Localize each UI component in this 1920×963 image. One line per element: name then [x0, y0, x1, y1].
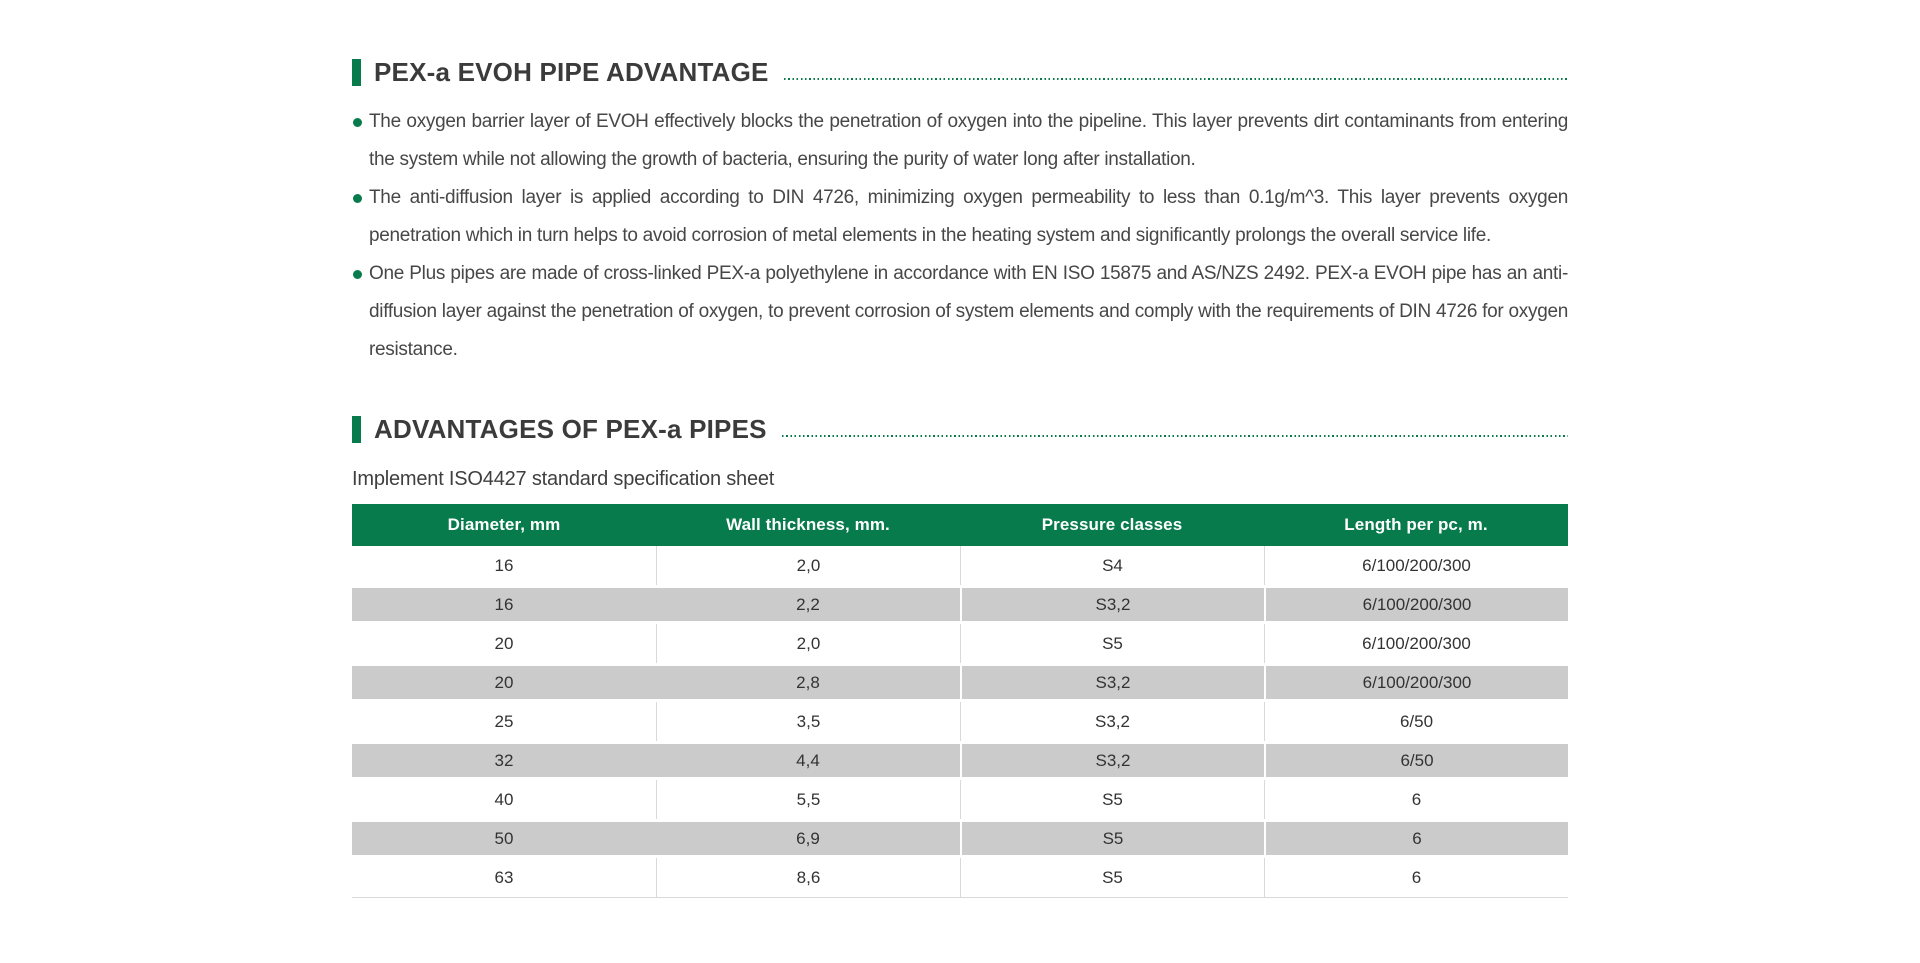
- table-header-cell: Pressure classes: [1041, 515, 1183, 534]
- table-header-row: [352, 504, 1568, 546]
- cell-length-per-pc: 6: [1264, 822, 1568, 855]
- table-row: [352, 780, 1568, 819]
- bullet-dot-icon: [353, 194, 362, 203]
- cell-length-per-pc: 6/100/200/300: [1264, 588, 1568, 621]
- section-title-pipe-advantage: PEX-a EVOH PIPE ADVANTAGE: [374, 56, 769, 87]
- table-row: [352, 663, 1568, 702]
- spec-table: [352, 504, 1568, 898]
- cell-wall-thickness: 3,5: [656, 702, 960, 741]
- cell-diameter: 63: [494, 867, 514, 887]
- bullet-dot-icon: [353, 270, 362, 279]
- bullet-text: The oxygen barrier layer of EVOH effectively blocks the penetration of oxygen into the pipeline. This layer prevents dirt contaminants from entering the system while not allowing the growth of bacteria, ensuring the purity of water long after installation.: [369, 111, 1568, 170]
- document-content: [352, 56, 1568, 898]
- cell-length-per-pc: 6/50: [1264, 744, 1568, 777]
- cell-wall-thickness: 5,5: [656, 780, 960, 819]
- section-heading-pipe-advantage: [352, 56, 1568, 88]
- cell-length-per-pc: 6: [1264, 858, 1568, 897]
- cell-length-per-pc: 6: [1264, 780, 1568, 819]
- cell-diameter: 50: [352, 822, 656, 855]
- bullet-item: [352, 179, 1568, 255]
- cell-pressure-class: S3,2: [960, 588, 1264, 621]
- cell-diameter: 32: [352, 744, 656, 777]
- cell-wall-thickness: 2,0: [656, 546, 960, 585]
- table-caption: Implement ISO4427 standard specification sheet: [352, 468, 775, 490]
- cell-length-per-pc: 6/100/200/300: [1264, 546, 1568, 585]
- bullet-item: [352, 255, 1568, 369]
- bullet-item: [352, 103, 1568, 179]
- table-row: [352, 546, 1568, 585]
- cell-wall-thickness: 4,4: [656, 744, 960, 777]
- cell-wall-thickness: 8,6: [656, 858, 960, 897]
- table-header-cell: Wall thickness, mm.: [726, 515, 890, 534]
- cell-pressure-class: S5: [960, 624, 1264, 663]
- table-header-cell: Diameter, mm: [447, 515, 561, 534]
- table-row: [352, 858, 1568, 897]
- bullet-text: One Plus pipes are made of cross-linked PEX-a polyethylene in accordance with EN ISO 15875 and AS/NZS 2492. PEX-a EVOH pipe has an anti-diffusion layer against the penetration of oxygen, to prevent corrosion of system elements and comply with the requirements of DIN 4726 for oxygen resistance.: [369, 263, 1568, 360]
- cell-length-per-pc: 6/100/200/300: [1264, 624, 1568, 663]
- cell-pressure-class: S4: [960, 546, 1264, 585]
- cell-pressure-class: S5: [960, 780, 1264, 819]
- bullet-dot-icon: [353, 118, 362, 127]
- cell-wall-thickness: 2,2: [656, 588, 960, 621]
- cell-diameter: 25: [494, 711, 514, 731]
- cell-wall-thickness: 2,8: [656, 666, 960, 699]
- green-accent-bar-icon: [352, 416, 361, 443]
- cell-pressure-class: S3,2: [960, 666, 1264, 699]
- table-row: [352, 741, 1568, 780]
- cell-length-per-pc: 6/100/200/300: [1264, 666, 1568, 699]
- cell-diameter: 40: [494, 789, 514, 809]
- table-body: [352, 546, 1568, 898]
- cell-pressure-class: S5: [960, 822, 1264, 855]
- cell-diameter: 16: [352, 588, 656, 621]
- cell-length-per-pc: 6/50: [1264, 702, 1568, 741]
- bullet-list: [352, 103, 1568, 369]
- cell-diameter: 16: [494, 555, 514, 575]
- green-accent-bar-icon: [352, 59, 361, 86]
- dotted-leader-line: [782, 435, 1568, 437]
- bullet-text: The anti-diffusion layer is applied according to DIN 4726, minimizing oxygen permeability to less than 0.1g/m^3. This layer prevents oxygen penetration which in turn helps to avoid corrosion of metal elements in the heating system and significantly prolongs the overall service life.: [369, 187, 1568, 246]
- table-row: [352, 624, 1568, 663]
- table-row: [352, 819, 1568, 858]
- table-header-cell: Length per pc, m.: [1344, 515, 1488, 534]
- cell-diameter: 20: [494, 633, 514, 653]
- cell-pressure-class: S5: [960, 858, 1264, 897]
- section-heading-advantages: [352, 413, 1568, 445]
- table-row: [352, 702, 1568, 741]
- cell-pressure-class: S3,2: [960, 744, 1264, 777]
- section-title-advantages: ADVANTAGES OF PEX-a PIPES: [374, 413, 767, 444]
- dotted-leader-line: [784, 78, 1568, 80]
- cell-diameter: 20: [352, 666, 656, 699]
- cell-wall-thickness: 6,9: [656, 822, 960, 855]
- cell-wall-thickness: 2,0: [656, 624, 960, 663]
- table-row: [352, 585, 1568, 624]
- cell-pressure-class: S3,2: [960, 702, 1264, 741]
